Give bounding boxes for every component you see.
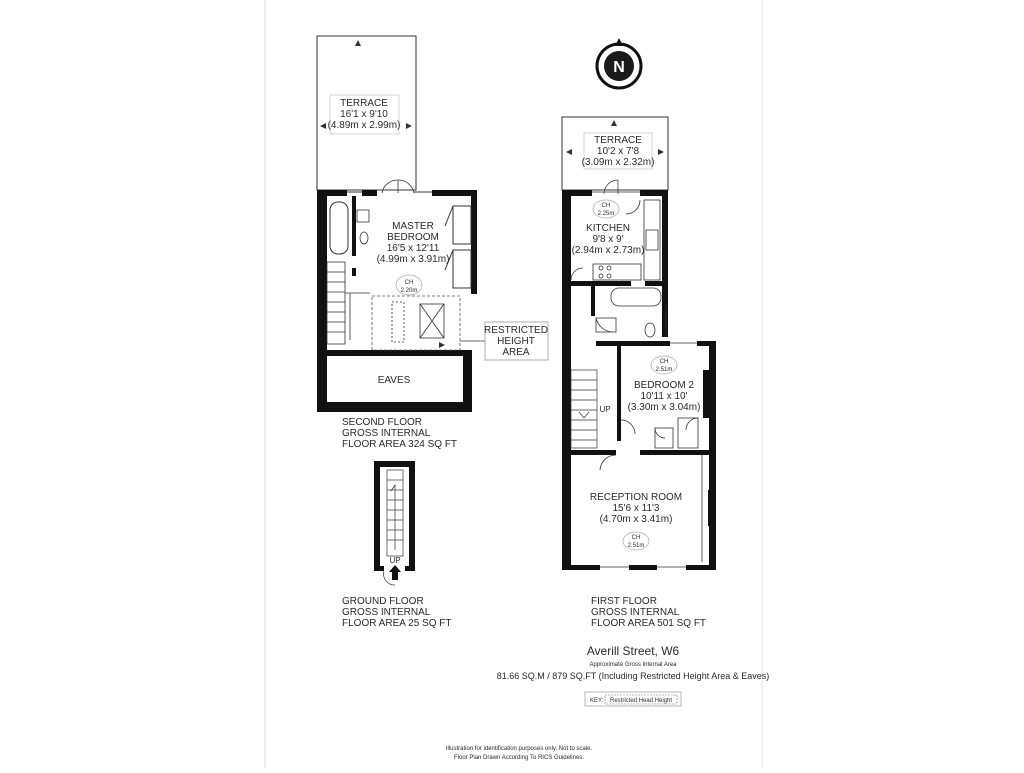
skylight-icon: [420, 304, 444, 338]
first-floor-up-label: UP: [599, 405, 611, 414]
bedroom2-dims-ft: 10'11 x 10': [640, 391, 688, 402]
kitchen-dims-ft: 9'8 x 9': [592, 234, 624, 245]
ground-floor-caption-2: GROSS INTERNAL: [342, 607, 431, 618]
master-bedroom-dims-ft: 16'5 x 12'11: [386, 243, 440, 254]
second-floor-stairs-icon: [327, 262, 370, 344]
bath-icon: [330, 202, 348, 254]
second-floor-terrace-dims-ft: 16'1 x 9'10: [340, 109, 388, 120]
first-floor-plan: [562, 117, 716, 629]
ground-floor-caption-1: GROUND FLOOR: [342, 596, 424, 607]
first-floor-caption-2: GROSS INTERNAL: [591, 607, 680, 618]
disclaimer-line-2: Floor Plan Drawn According To RICS Guidelines.: [454, 755, 584, 761]
toilet-icon: [360, 232, 368, 244]
ceiling-height-label: CH: [404, 280, 414, 286]
master-bedroom-name-1: MASTER: [392, 221, 434, 232]
first-floor-terrace-dims-ft: 10'2 x 7'8: [596, 146, 640, 157]
key-text: Restricted Head Height: [609, 698, 673, 704]
restricted-height-outline: [372, 296, 460, 350]
kitchen-ch-label: CH: [601, 203, 611, 209]
dimension-arrow-icon: [611, 120, 617, 126]
wardrobe-icon: [445, 206, 471, 288]
bedroom2-dims-m: (3.30m x 3.04m): [627, 402, 701, 413]
ground-floor-caption-3: FLOOR AREA 25 SQ FT: [342, 618, 452, 629]
key-label: KEY:: [590, 698, 604, 704]
restricted-line-1: RESTRICTED: [484, 325, 548, 336]
kitchen-name: KITCHEN: [586, 223, 630, 234]
entrance-arrow-icon: [384, 565, 401, 585]
reception-ch-value: 2.51m: [627, 543, 645, 549]
ground-floor-plan: [342, 461, 451, 629]
first-floor-caption-1: FIRST FLOOR: [591, 596, 657, 607]
bedroom2-ch-label: CH: [659, 359, 669, 365]
kitchen-dims-m: (2.94m x 2.73m): [571, 245, 645, 256]
area-summary: [497, 644, 769, 706]
bedroom2-ch-value: 2.51m: [655, 367, 673, 373]
dimension-arrow-icon: [320, 123, 326, 129]
dimension-arrow-icon: [566, 149, 572, 155]
bathroom-fixtures-icon: [596, 288, 661, 337]
door-swing-icon: [600, 418, 702, 562]
reception-dims-m: (4.70m x 3.41m): [599, 514, 673, 525]
second-floor-terrace-name: TERRACE: [340, 98, 388, 109]
first-floor-terrace-dims-m: (3.09m x 2.32m): [581, 157, 655, 168]
disclaimer-line-1: Illustration for identification purposes only. Not to scale.: [445, 746, 593, 752]
compass-icon: [597, 38, 641, 88]
kitchen-ch-value: 2.25m: [597, 211, 615, 217]
second-floor-caption-1: SECOND FLOOR: [342, 417, 423, 428]
first-floor-stairs-icon: [571, 370, 597, 448]
second-floor-terrace-dims-m: (4.89m x 2.99m): [327, 120, 401, 131]
first-floor-terrace-name: TERRACE: [594, 135, 642, 146]
first-floor-caption-3: FLOOR AREA 501 SQ FT: [591, 618, 707, 629]
ground-floor-walls: [374, 461, 415, 571]
eaves-label: EAVES: [377, 375, 411, 386]
dimension-arrow-icon: [658, 149, 664, 155]
sink-icon: [357, 210, 369, 222]
ground-floor-stairs-icon: [387, 470, 403, 556]
total-area: 81.66 SQ.M / 879 SQ.FT (Including Restricted Height Area & Eaves): [496, 671, 770, 681]
dimension-arrow-icon: [355, 40, 361, 46]
bedroom2-name: BEDROOM 2: [633, 380, 695, 391]
terrace-door-icon: [382, 180, 414, 193]
reception-name: RECEPTION ROOM: [589, 492, 683, 503]
second-floor-plan: [317, 36, 548, 450]
restricted-line-3: AREA: [502, 347, 530, 358]
second-floor-caption-3: FLOOR AREA 324 SQ FT: [342, 439, 458, 450]
restricted-line-2: HEIGHT: [497, 336, 535, 347]
master-bedroom-name-2: BEDROOM: [387, 232, 439, 243]
compass-letter: N: [613, 59, 625, 76]
second-floor-caption-2: GROSS INTERNAL: [342, 428, 431, 439]
reception-ch-label: CH: [631, 535, 641, 541]
area-subtitle: Approximate Gross Internal Area: [589, 662, 677, 668]
property-address: Averill Street, W6: [586, 644, 680, 658]
footer: [446, 746, 593, 761]
master-bedroom-dims-m: (4.99m x 3.91m): [376, 254, 450, 265]
ceiling-height-value: 2.20m: [400, 288, 418, 294]
reception-dims-ft: 15'6 x 11'3: [612, 503, 660, 514]
ground-floor-up-label: UP: [389, 556, 401, 565]
dimension-arrow-icon: [406, 123, 412, 129]
